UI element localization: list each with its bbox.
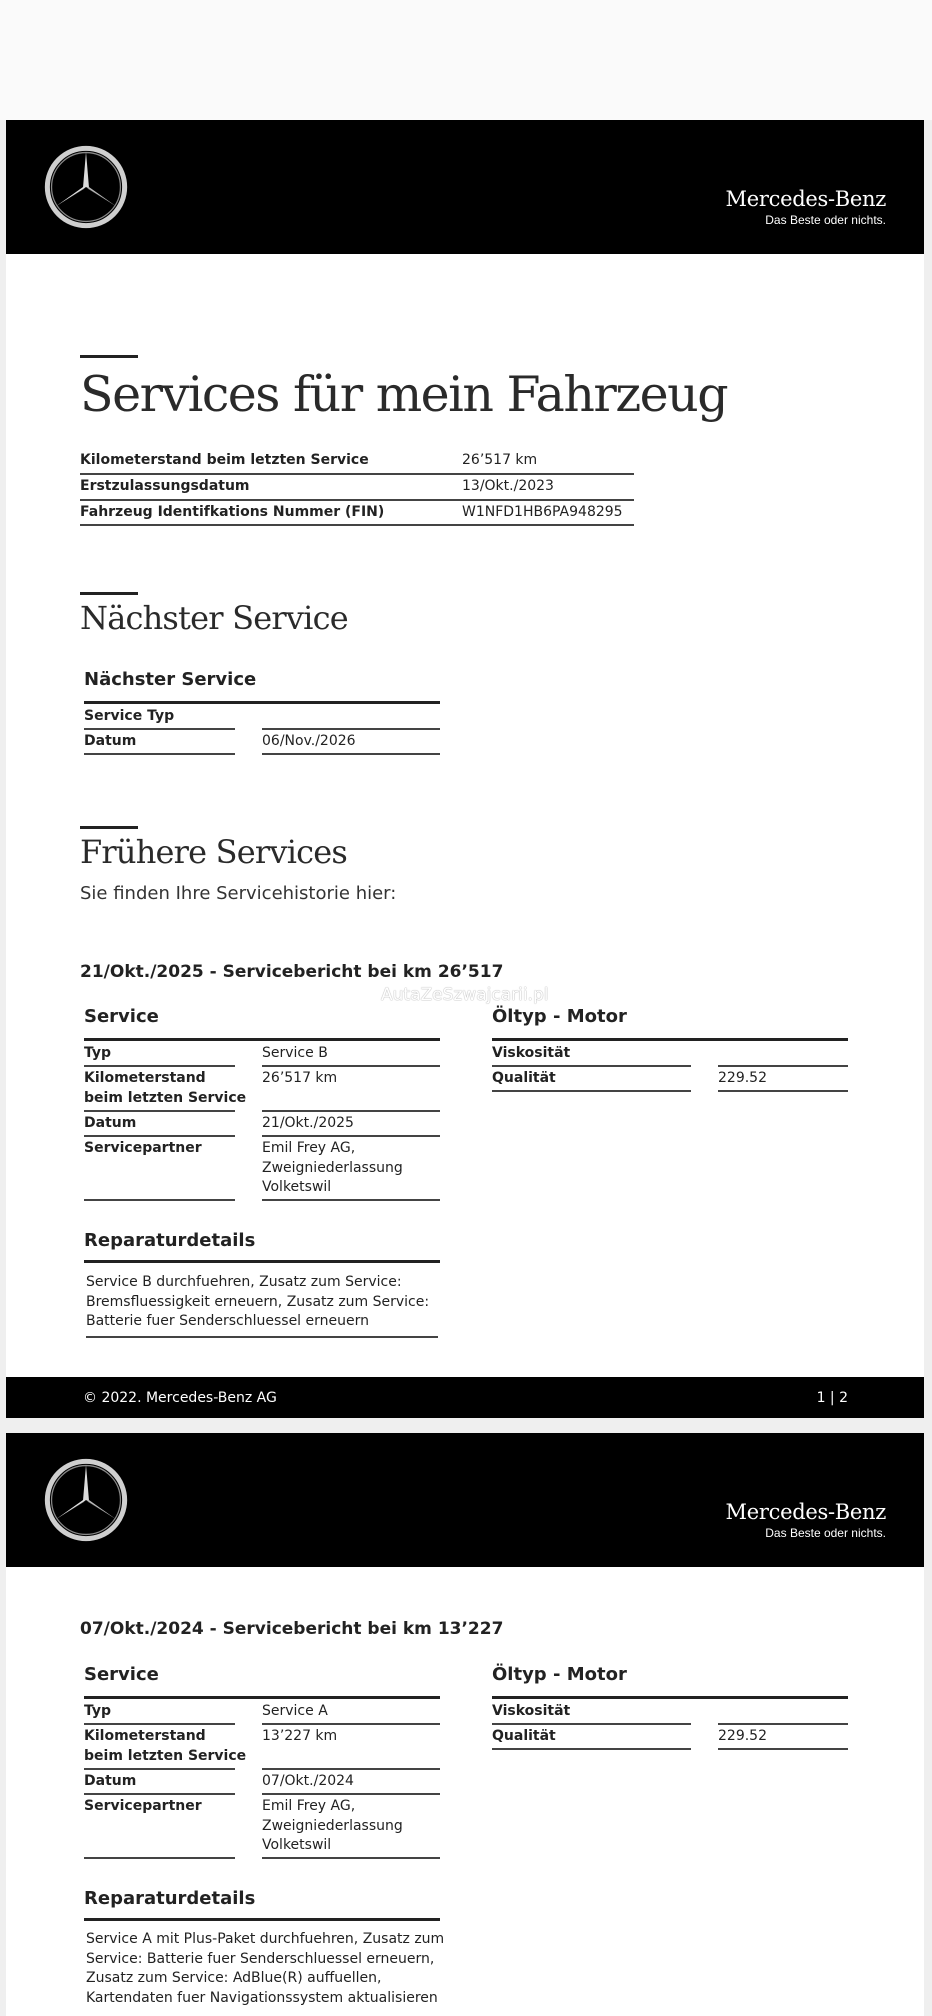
divider [718, 1065, 848, 1067]
divider [718, 1748, 848, 1750]
brand-lockup [726, 1499, 886, 1541]
divider [262, 1768, 440, 1770]
vehicle-km-label: Kilometerstand beim letzten Service [80, 452, 369, 468]
divider [718, 1723, 848, 1725]
service-km-label-line1: Kilometerstand [84, 1070, 206, 1086]
brand-tagline: Das Beste oder nichts. [765, 213, 886, 227]
oil-viscosity-label: Viskosität [492, 1045, 571, 1061]
divider [262, 1065, 440, 1067]
divider [84, 1768, 235, 1770]
divider [80, 499, 634, 501]
divider [492, 1065, 691, 1067]
oil-viscosity-label: Viskosität [492, 1703, 571, 1719]
repair-line: Service B durchfuehren, Zusatz zum Service: [86, 1274, 402, 1290]
vehicle-fin-label: Fahrzeug Identifkations Nummer (FIN) [80, 504, 385, 520]
title-accent-bar [80, 355, 138, 358]
service-date-value: 07/Okt./2024 [262, 1773, 354, 1789]
repair-line: Bremsfluessigkeit erneuern, Zusatz zum Service: [86, 1293, 430, 1310]
service-partner-line: Volketswil [262, 1179, 332, 1195]
repair-line: Service A mit Plus-Paket durchfuehren, Zusatz zum [86, 1931, 445, 1947]
next-service-date-value: 06/Nov./2026 [262, 733, 356, 749]
table-rule [84, 1038, 440, 1041]
page-title: Services für mein Fahrzeug [80, 366, 728, 423]
service-km-label-line1: Kilometerstand [84, 1728, 206, 1744]
divider [84, 1857, 235, 1859]
divider [86, 1336, 438, 1338]
vehicle-km-value: 26’517 km [462, 452, 538, 468]
repair-line: Service: Batterie fuer Senderschluessel erneuern, [86, 1950, 435, 1967]
table-rule [492, 1696, 848, 1699]
brand-name: Mercedes-Benz [725, 1500, 886, 1524]
divider [262, 1723, 440, 1725]
service-partner-label: Servicepartner [84, 1798, 202, 1814]
footer-copyright: © 2022. Mercedes-Benz AG [83, 1390, 277, 1406]
page-header [6, 1433, 924, 1567]
divider [262, 1793, 440, 1795]
table-rule [84, 1696, 440, 1699]
service-km-label-line2: beim letzten Service [84, 1090, 247, 1106]
service-table-title: Service [84, 1006, 159, 1027]
service-date-label: Datum [84, 1773, 137, 1789]
service-type-label: Typ [84, 1045, 112, 1061]
vehicle-fin-value: W1NFD1HB6PA948295 [462, 504, 623, 520]
service-partner-line: Zweigniederlassung [262, 1818, 403, 1834]
watermark: AutaZeSzwajcarii.pl [381, 985, 549, 1005]
oil-quality-value: 229.52 [718, 1070, 767, 1086]
table-rule [84, 1260, 440, 1263]
repair-line: Kartendaten fuer Navigationssystem aktualisieren [86, 1989, 438, 2006]
report-title: 07/Okt./2024 - Servicebericht bei km 13’227 [80, 1619, 504, 1639]
divider [262, 1110, 440, 1112]
service-partner-label: Servicepartner [84, 1140, 202, 1156]
history-heading: Frühere Services [80, 833, 348, 871]
divider [84, 728, 235, 730]
service-km-value: 26’517 km [262, 1070, 338, 1086]
repair-line: Batterie fuer Senderschluessel erneuern [86, 1313, 369, 1329]
next-service-type-label: Service Typ [84, 708, 175, 724]
service-date-value: 21/Okt./2025 [262, 1115, 354, 1131]
next-service-table-title: Nächster Service [84, 669, 257, 690]
divider [80, 473, 634, 475]
footer-page-number: 1 | 2 [816, 1390, 848, 1406]
service-date-label: Datum [84, 1115, 137, 1131]
divider [84, 1110, 235, 1112]
service-partner-line: Emil Frey AG, [262, 1798, 356, 1814]
section-accent-bar [80, 826, 138, 829]
history-subtitle: Sie finden Ihre Servicehistorie hier: [80, 883, 397, 904]
oil-quality-value: 229.52 [718, 1728, 767, 1744]
service-km-value: 13’227 km [262, 1728, 338, 1744]
divider [84, 1723, 235, 1725]
brand-tagline: Das Beste oder nichts. [765, 1526, 886, 1540]
brand-lockup [726, 186, 886, 228]
divider [80, 524, 634, 526]
vehicle-registration-value: 13/Okt./2023 [462, 478, 554, 494]
page-header [6, 120, 924, 254]
top-whitespace [0, 0, 932, 120]
service-type-value: Service B [262, 1045, 328, 1061]
divider [262, 1135, 440, 1137]
mercedes-star-icon [44, 1458, 128, 1542]
divider [262, 1199, 440, 1201]
report-title: 21/Okt./2025 - Servicebericht bei km 26’517 [80, 962, 504, 982]
section-accent-bar [80, 592, 138, 595]
table-rule [84, 1918, 440, 1921]
divider [84, 1065, 235, 1067]
divider [262, 753, 440, 755]
divider [718, 1090, 848, 1092]
divider [262, 1857, 440, 1859]
repair-details-text [86, 1273, 438, 1332]
service-partner-line: Zweigniederlassung [262, 1160, 403, 1176]
mercedes-star-icon [44, 145, 128, 229]
next-service-date-label: Datum [84, 733, 137, 749]
repair-line: Zusatz zum Service: AdBlue(R) auffuellen, [86, 1970, 382, 1986]
table-rule [84, 701, 440, 704]
table-rule [492, 1038, 848, 1041]
service-partner-line: Volketswil [262, 1837, 332, 1853]
brand-name: Mercedes-Benz [725, 187, 886, 211]
oil-quality-label: Qualität [492, 1728, 556, 1744]
document-page-2 [6, 1433, 924, 2016]
service-table-title: Service [84, 1664, 159, 1685]
repair-table-title: Reparaturdetails [84, 1230, 256, 1251]
oil-table-title: Öltyp - Motor [492, 1664, 627, 1685]
service-type-label: Typ [84, 1703, 112, 1719]
repair-table-title: Reparaturdetails [84, 1888, 256, 1909]
repair-details-text [86, 1930, 446, 2008]
divider [84, 753, 235, 755]
oil-quality-label: Qualität [492, 1070, 556, 1086]
vehicle-registration-label: Erstzulassungsdatum [80, 478, 250, 494]
document-page-1 [6, 120, 924, 1418]
divider [492, 1723, 691, 1725]
next-service-heading: Nächster Service [80, 599, 348, 637]
service-type-value: Service A [262, 1703, 328, 1719]
divider [492, 1748, 691, 1750]
page-footer [6, 1377, 924, 1418]
service-km-label-line2: beim letzten Service [84, 1748, 247, 1764]
divider [84, 1199, 235, 1201]
service-partner-line: Emil Frey AG, [262, 1140, 356, 1156]
divider [262, 728, 440, 730]
oil-table-title: Öltyp - Motor [492, 1006, 627, 1027]
divider [84, 1793, 235, 1795]
divider [84, 1135, 235, 1137]
divider [492, 1090, 691, 1092]
